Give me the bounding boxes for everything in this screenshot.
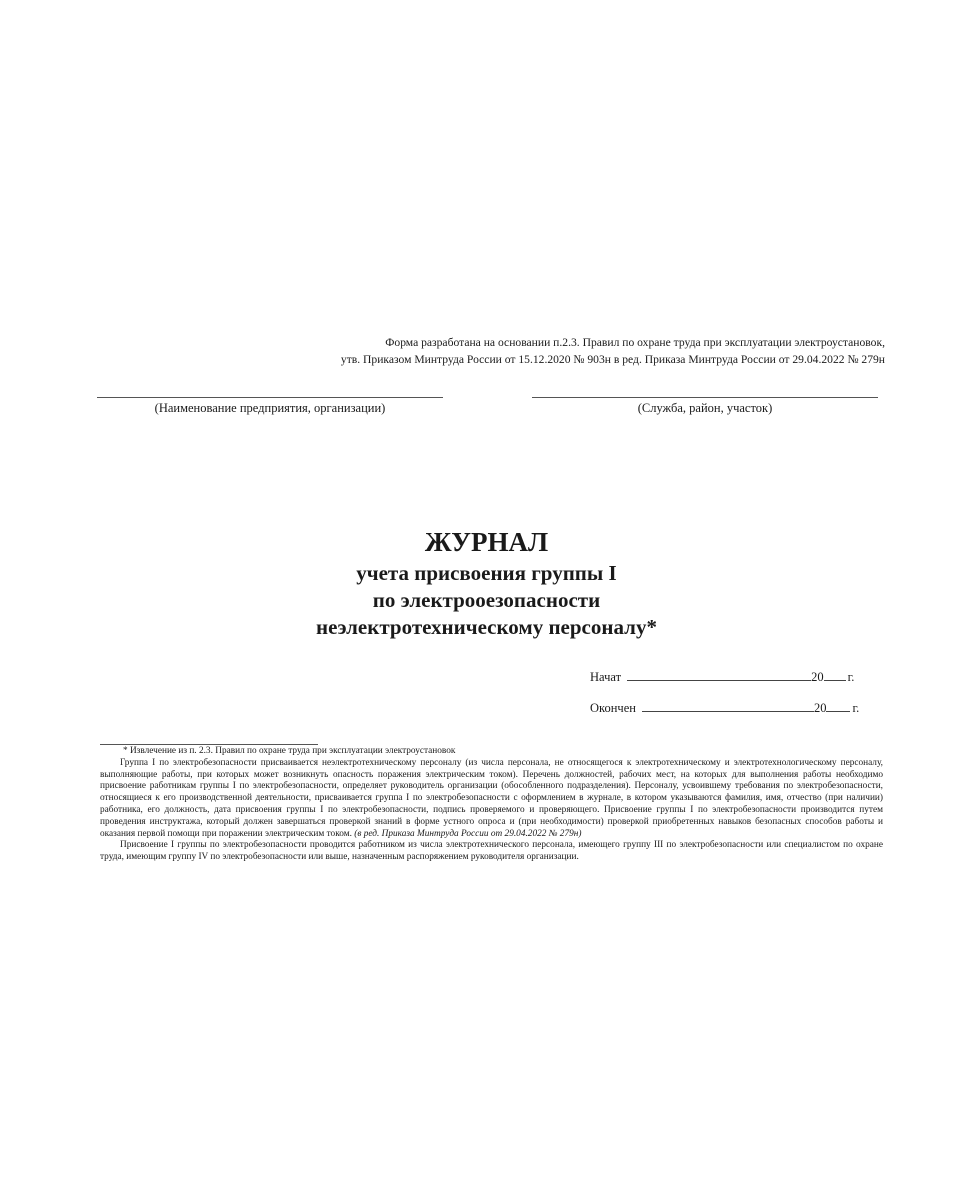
start-year-prefix: 20 bbox=[811, 670, 824, 684]
form-basis-line-2: утв. Приказом Минтруда России от 15.12.2020 № 903н в ред. Приказа Минтруда России от 29.04.2022 № 279н bbox=[340, 353, 885, 366]
footnote-paragraph-1 bbox=[100, 758, 883, 841]
organization-field bbox=[97, 397, 443, 416]
start-date-blank bbox=[627, 669, 811, 681]
department-caption: (Служба, район, участок) bbox=[637, 401, 773, 415]
end-date-row bbox=[590, 700, 859, 716]
end-year-blank bbox=[826, 700, 850, 712]
footnote bbox=[100, 746, 883, 864]
organization-caption: (Наименование предприятия, организации) bbox=[154, 401, 386, 415]
end-date-blank bbox=[642, 700, 814, 712]
title-main: ЖУРНАЛ bbox=[424, 527, 549, 557]
footnote-paragraph-2: Присвоение I группы по электробезопасности проводится работником из числа электротехнического персонала, имеющего группу III по электробезопасности или специалистом по охране труда, имеющим группу IV по электробезопасности или выше, назначенным распоряжением руководителя организации. bbox=[100, 840, 883, 863]
start-date-label: Начат bbox=[590, 670, 622, 684]
title-line-2: по электрооезопасности bbox=[372, 588, 601, 612]
form-basis-note bbox=[341, 334, 885, 368]
end-date-label: Окончен bbox=[590, 701, 636, 715]
department-blank-line bbox=[532, 397, 878, 398]
start-year-blank bbox=[824, 669, 846, 681]
end-year-suffix: г. bbox=[852, 701, 860, 715]
footnote-rule bbox=[100, 744, 318, 745]
title-line-3: неэлектротехническому персоналу* bbox=[316, 615, 657, 639]
form-basis-line-1: Форма разработана на основании п.2.3. Правил по охране труда при эксплуатации электроустановок, bbox=[385, 336, 885, 349]
organization-blank-line bbox=[97, 397, 443, 398]
end-year-prefix: 20 bbox=[813, 701, 827, 715]
department-field bbox=[532, 397, 878, 416]
title-line-1: учета присвоения группы I bbox=[356, 561, 617, 585]
footnote-paragraph-1-text: Группа I по электробезопасности присваивается неэлектротехническому персоналу (из числа персонала, не относящегося к электротехническому и электротехнологическому персоналу, выполняющие работы, при которых может возникнуть опасность поражения электрическим током). Перечень должностей, рабочих мест, на которых для выполнения работы необходимо присвоение работникам группы I по электробезопасности, определяет руководитель организации (обособленного подразделения). Персоналу, усвоившему требования по электробезопасности, относящиеся к его производственной деятельности, присваивается группа I по электробезопасности с оформлением в журнале, в котором указываются фамилия, имя, отчество (при наличии) работника, его должность, дата присвоения группы I по электробезопасности, подпись проверяемого и проверяющего. Присвоение группы I по электробезопасности производится путем проведения инструктажа, который должен завершаться проверкой знаний в форме устного опроса и (при необходимости) проверкой приобретенных навыков безопасных способов работы и оказания первой помощи при поражении электрическим током. bbox=[100, 757, 883, 839]
footnote-heading: * Извлечение из п. 2.3. Правил по охране труда при эксплуатации электроустановок bbox=[123, 746, 456, 756]
start-date-row bbox=[590, 669, 854, 685]
journal-title bbox=[0, 524, 973, 641]
footnote-amendment-note: (в ред. Приказа Минтруда России от 29.04.2022 № 279н) bbox=[354, 828, 582, 839]
start-year-suffix: г. bbox=[847, 670, 855, 684]
